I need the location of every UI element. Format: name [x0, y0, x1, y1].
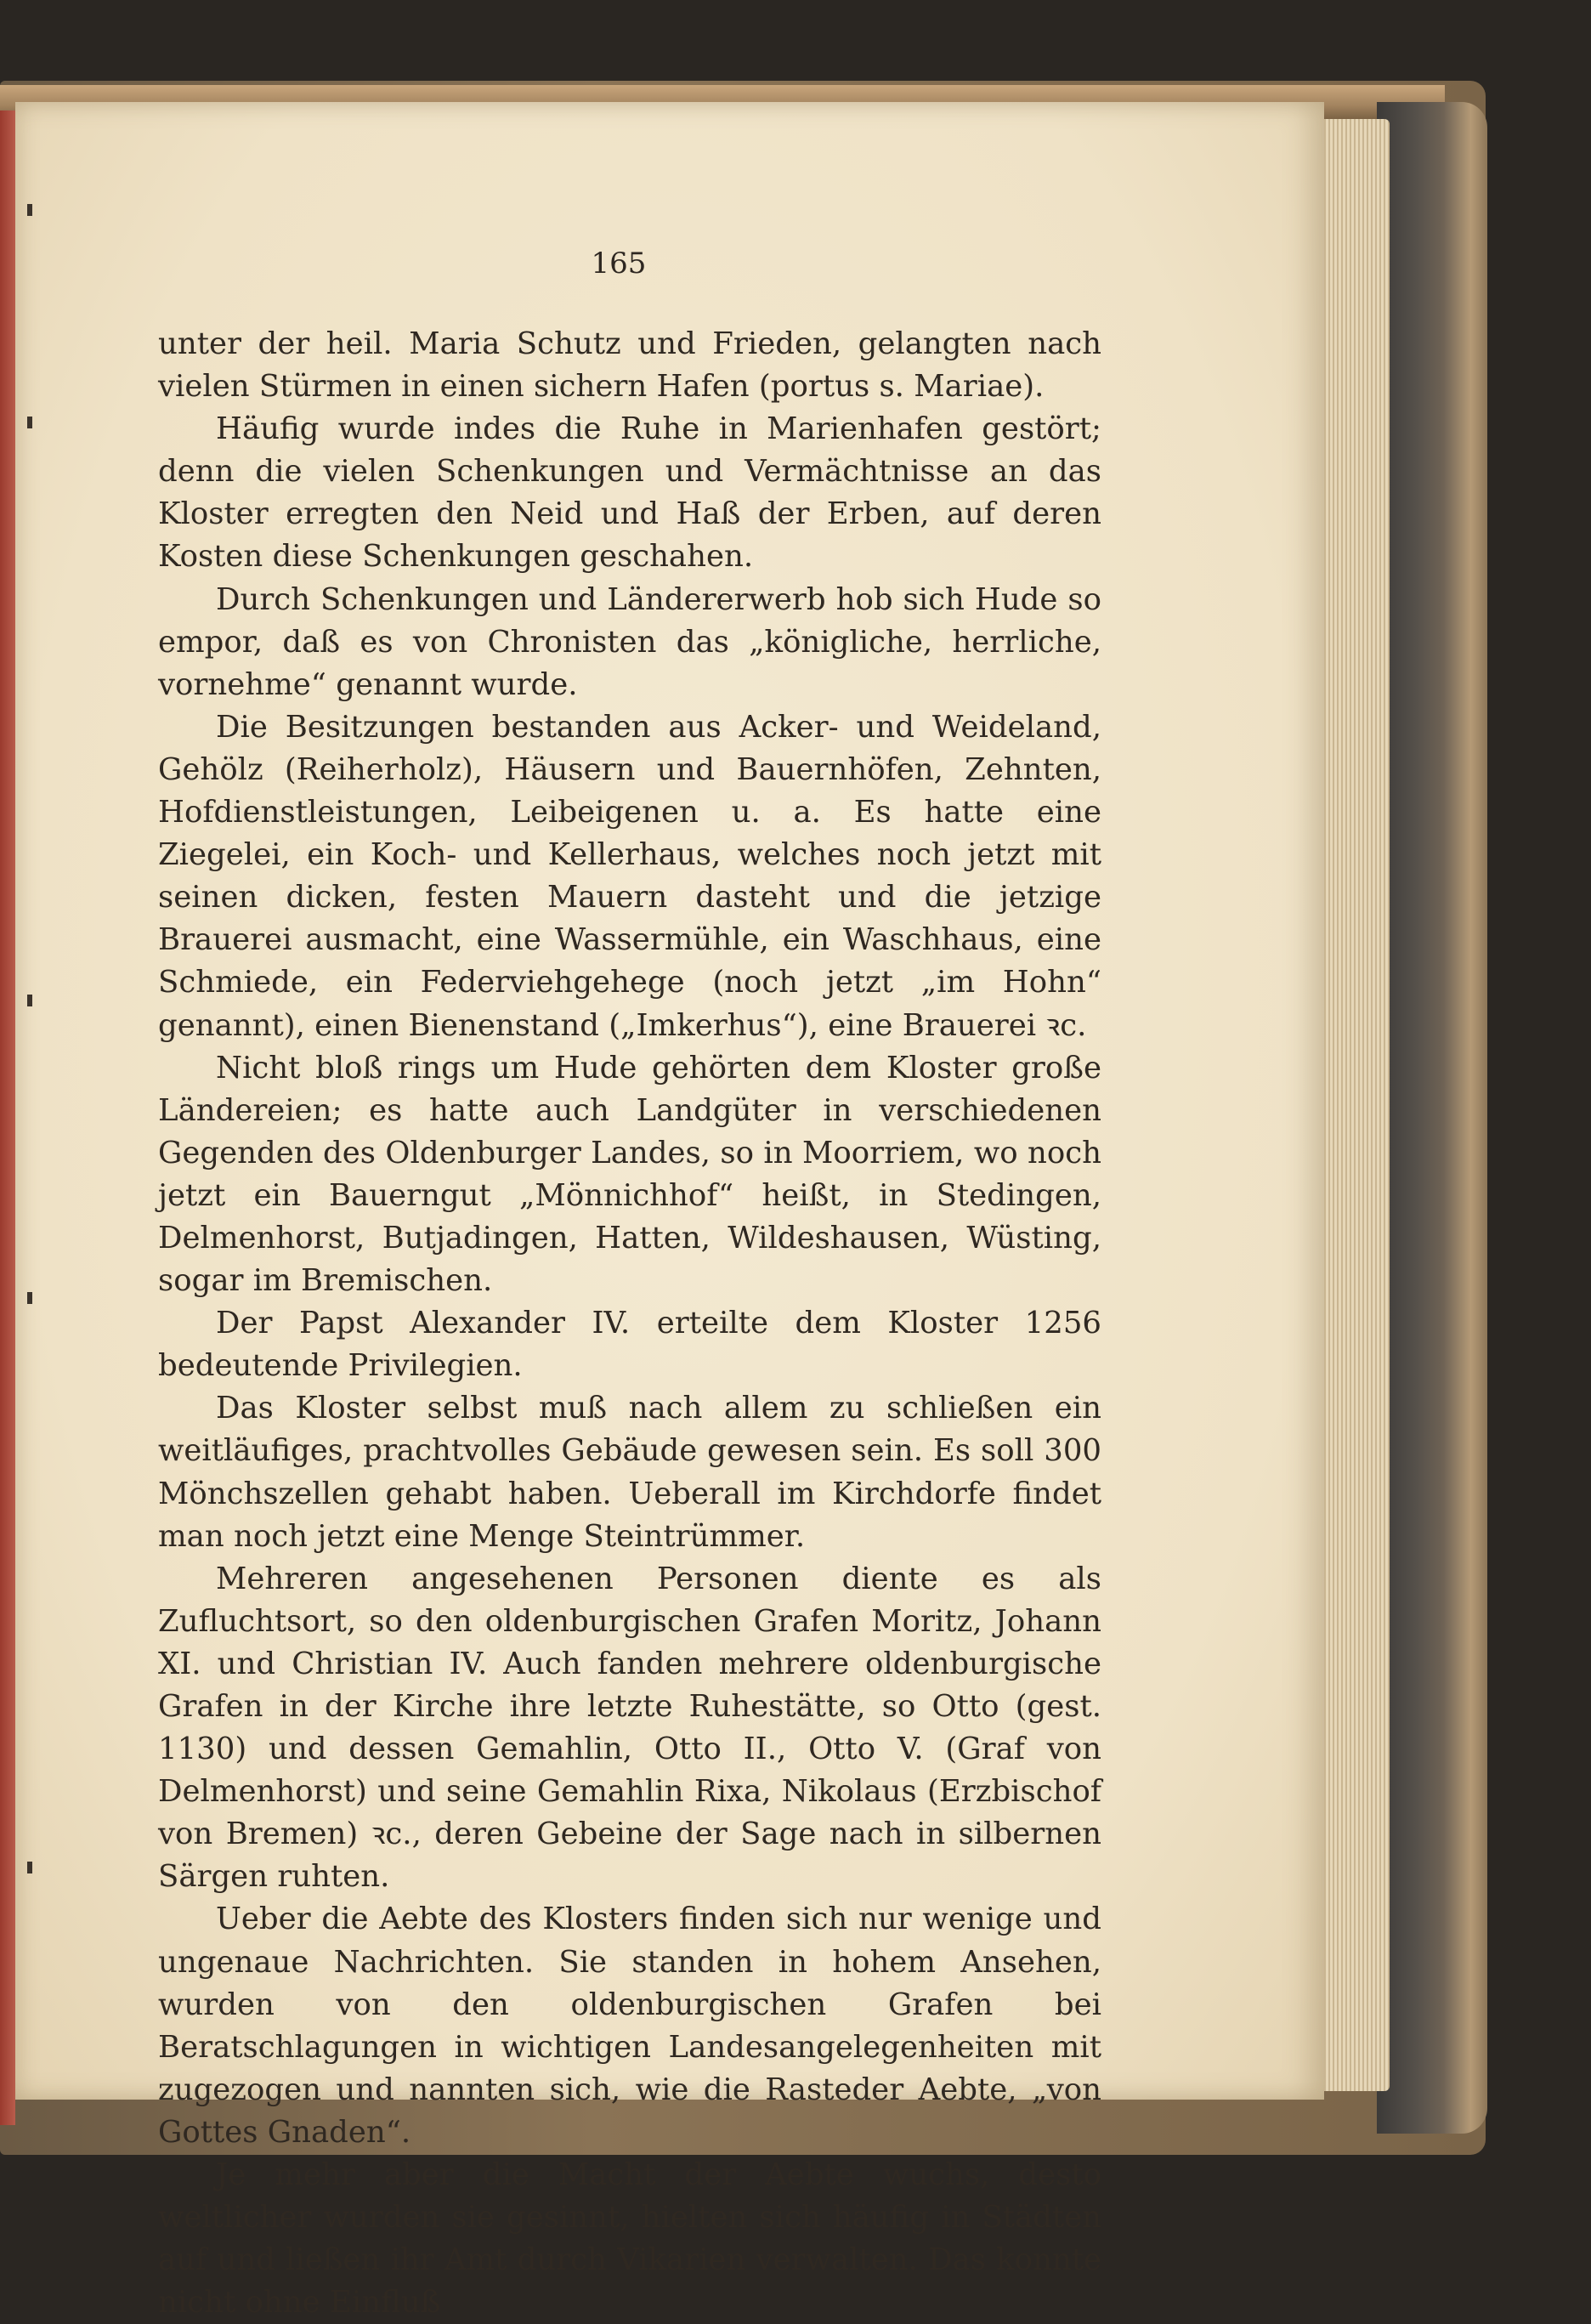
book-left-edge: [0, 111, 15, 2125]
paragraph: Das Kloster selbst muß nach allem zu schließen ein weitläufiges, prachtvolles Gebäude gewesen sein. Es soll 300 Mönchszellen gehabt haben. Ueberall im Kirchdorfe findet man noch jetzt eine Menge Steintrümmer.: [158, 1391, 1101, 1554]
margin-mark: [27, 995, 32, 1006]
page-number: 165: [591, 247, 647, 281]
paragraph: Je mehr aber die Macht der Aebte wuchs, desto weltlicher wurden sie gesinnt, hielten sich häufig in Städten auf und ließen ihr Amt durch Vikarien verwalten. Das konnte nicht ohne Einfluß: [158, 2157, 1101, 2321]
paragraph: Der Papst Alexander IV. erteilte dem Kloster 1256 bedeutende Privilegien.: [158, 1306, 1101, 1384]
margin-mark: [27, 204, 32, 216]
book-spine-edge: [1377, 102, 1487, 2134]
paragraph: Mehreren angesehenen Personen diente es als Zufluchtsort, so den oldenburgischen Grafen Moritz, Johann XI. und Christian IV. Auch fanden mehrere oldenburgische Grafen in der Kirche ihre letzte Ruhestätte, so Otto (gest. 1130) und dessen Gemahlin, Otto II., Otto V. (Graf von Delmenhorst) und seine Gemahlin Rixa, Nikolaus (Erzbischof von Bremen) ꝛc., deren Gebeine der Sage nach in silbernen Särgen ruhten.: [158, 1561, 1101, 1895]
book-page: [15, 102, 1324, 2321]
paragraph: Die Besitzungen bestanden aus Acker- und Weideland, Gehölz (Reiherholz), Häusern und Bauernhöfen, Zehnten, Hofdienstleistungen, Leibeigenen u. a. Es hatte eine Ziegelei, ein Koch- und Kellerhaus, welches noch jetzt mit seinen dicken, festen Mauern dasteht und die jetzige Brauerei ausmacht, eine Wassermühle, ein Waschhaus, eine Schmiede, ein Federviehgehege (noch jetzt „im Hohn“ genannt), einen Bienenstand („Imkerhus“), eine Brauerei ꝛc.: [158, 709, 1101, 1043]
margin-mark: [27, 1862, 32, 1873]
page-text: [158, 323, 1101, 2324]
paragraph: Durch Schenkungen und Ländererwerb hob sich Hude so empor, daß es von Chronisten das „königliche, herrliche, vornehme“ genannt wurde.: [158, 581, 1101, 702]
page-stack-edge: [1313, 119, 1390, 2091]
paragraph: Häufig wurde indes die Ruhe in Marienhafen gestört; denn die vielen Schenkungen und Vermächtnisse an das Kloster erregten den Neid und Haß der Erben, auf deren Kosten diese Schenkungen geschahen.: [158, 411, 1101, 575]
paragraph: Nicht bloß rings um Hude gehörten dem Kloster große Ländereien; es hatte auch Landgüter in verschiedenen Gegenden des Oldenburger Landes, so in Moorriem, wo noch jetzt ein Bauerngut „Mönnichhof“ heißt, in Stedingen, Delmenhorst, Butjadingen, Hatten, Wildeshausen, Wüsting, sogar im Bremischen.: [158, 1050, 1101, 1299]
margin-mark: [27, 1292, 32, 1304]
paragraph: unter der heil. Maria Schutz und Frieden, gelangten nach vielen Stürmen in einen sichern Hafen (portus s. Mariae).: [158, 326, 1101, 405]
margin-mark: [27, 417, 32, 428]
paragraph: Ueber die Aebte des Klosters finden sich nur wenige und ungenaue Nachrichten. Sie standen in hohem Ansehen, wurden von den oldenburgischen Grafen bei Beratschlagungen in wichtigen Landesangelegenheiten mit zugezogen und nannten sich, wie die Rasteder Aebte, „von Gottes Gnaden“.: [158, 1902, 1101, 2150]
